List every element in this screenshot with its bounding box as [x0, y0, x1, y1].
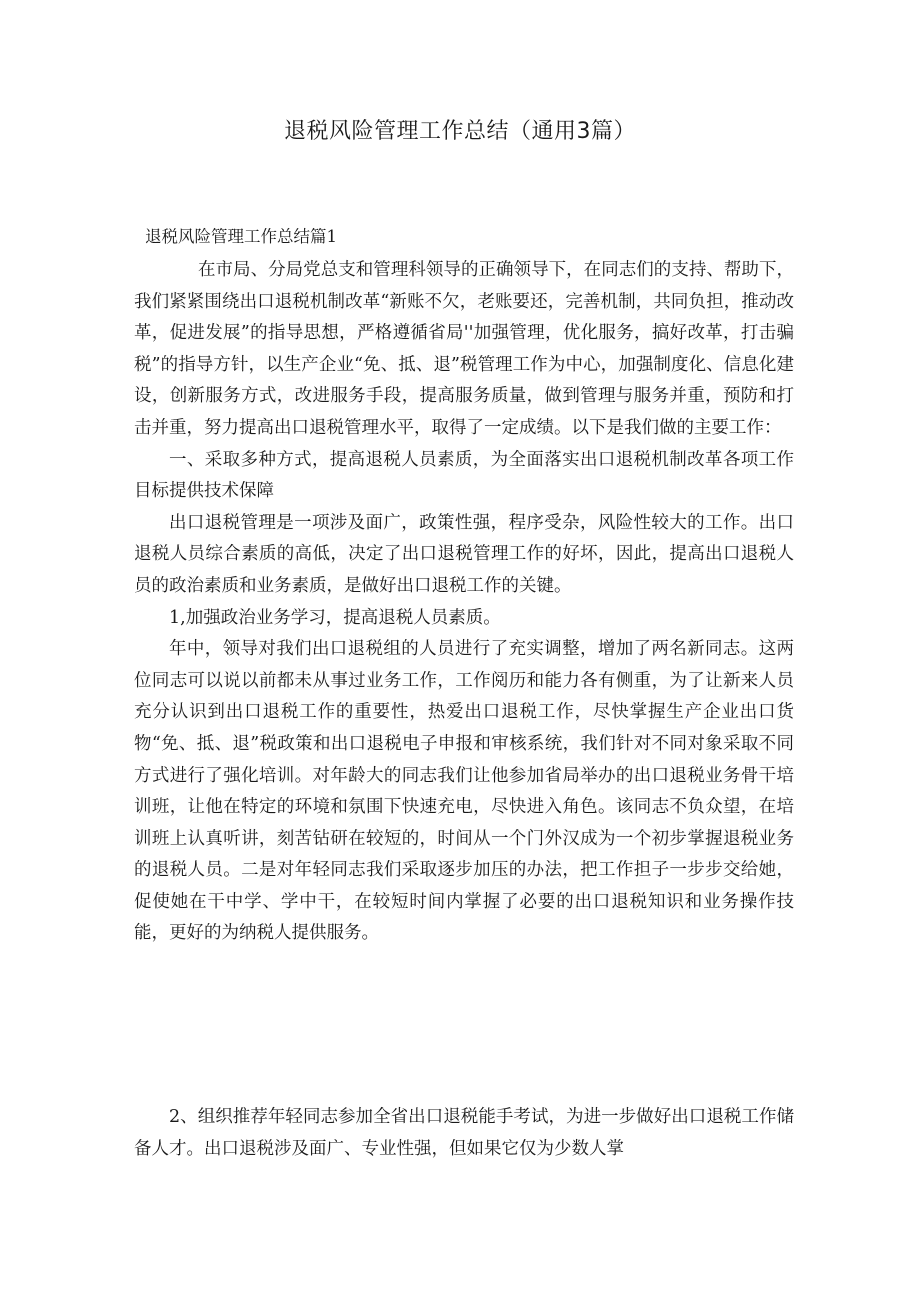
document-title: 退税风险管理工作总结（通用3篇） [284, 119, 636, 144]
paragraph: 1,加强政治业务学习，提高退税人员素质。 [169, 607, 501, 628]
body-text-block [134, 1102, 794, 1165]
body-text-block [134, 255, 794, 950]
section-heading: 退税风险管理工作总结篇1 [145, 227, 337, 246]
paragraph: 一、采取多种方式，提高退税人员素质，为全面落实出口退税机制改革各项工作目标提供技术保障 [134, 449, 794, 502]
paragraph: 2、组织推荐年轻同志参加全省出口退税能手考试，为进一步做好出口退税工作储备人才。出口退税涉及面广、专业性强，但如果它仅为少数人掌 [134, 1107, 794, 1159]
paragraph: 出口退税管理是一项涉及面广，政策性强，程序受杂，风险性较大的工作。出口退税人员综合素质的高低，决定了出口退税管理工作的好坏，因此，提高出口退税人员的政治素质和业务素质，是做好出口退税工作的关键。 [134, 512, 794, 596]
paragraph: 在市局、分局党总支和管理科领导的正确领导下，在同志们的支持、帮助下，我们紧紧围绕出口退税机制改革“新账不欠，老账要还，完善机制，共同负担，推动改革，促进发展”的指导思想，严格遵循省局''加强管理，优化服务，搞好改革，打击骗税”的指导方针，以生产企业“免、抵、退”税管理工作为中心，加强制度化、信息化建设，创新服务方式，改进服务手段，提高服务质量，做到管理与服务并重，预防和打击并重，努力提高出口退税管理水平，取得了一定成绩。以下是我们做的主要工作： [134, 260, 794, 438]
paragraph: 年中，领导对我们出口退税组的人员进行了充实调整，增加了两名新同志。这两位同志可以说以前都未从事过业务工作，工作阅历和能力各有侧重，为了让新来人员充分认识到出口退税工作的重要性，热爱出口退税工作，尽快掌握生产企业出口货物“免、抵、退”税政策和出口退税电子申报和审核系统，我们针对不同对象采取不同方式进行了强化培训。对年龄大的同志我们让他参加省局举办的出口退税业务骨干培训班，让他在特定的环境和氛围下快速充电，尽快进入角色。该同志不负众望，在培训班上认真听讲，刻苦钻研在较短的，时间从一个门外汉成为一个初步掌握退税业务的退税人员。二是对年轻同志我们采取逐步加压的办法，把工作担子一步步交给她，促使她在干中学、学中干，在较短时间内掌握了必要的出口退税知识和业务操作技能，更好的为纳税人提供服务。 [134, 639, 794, 944]
